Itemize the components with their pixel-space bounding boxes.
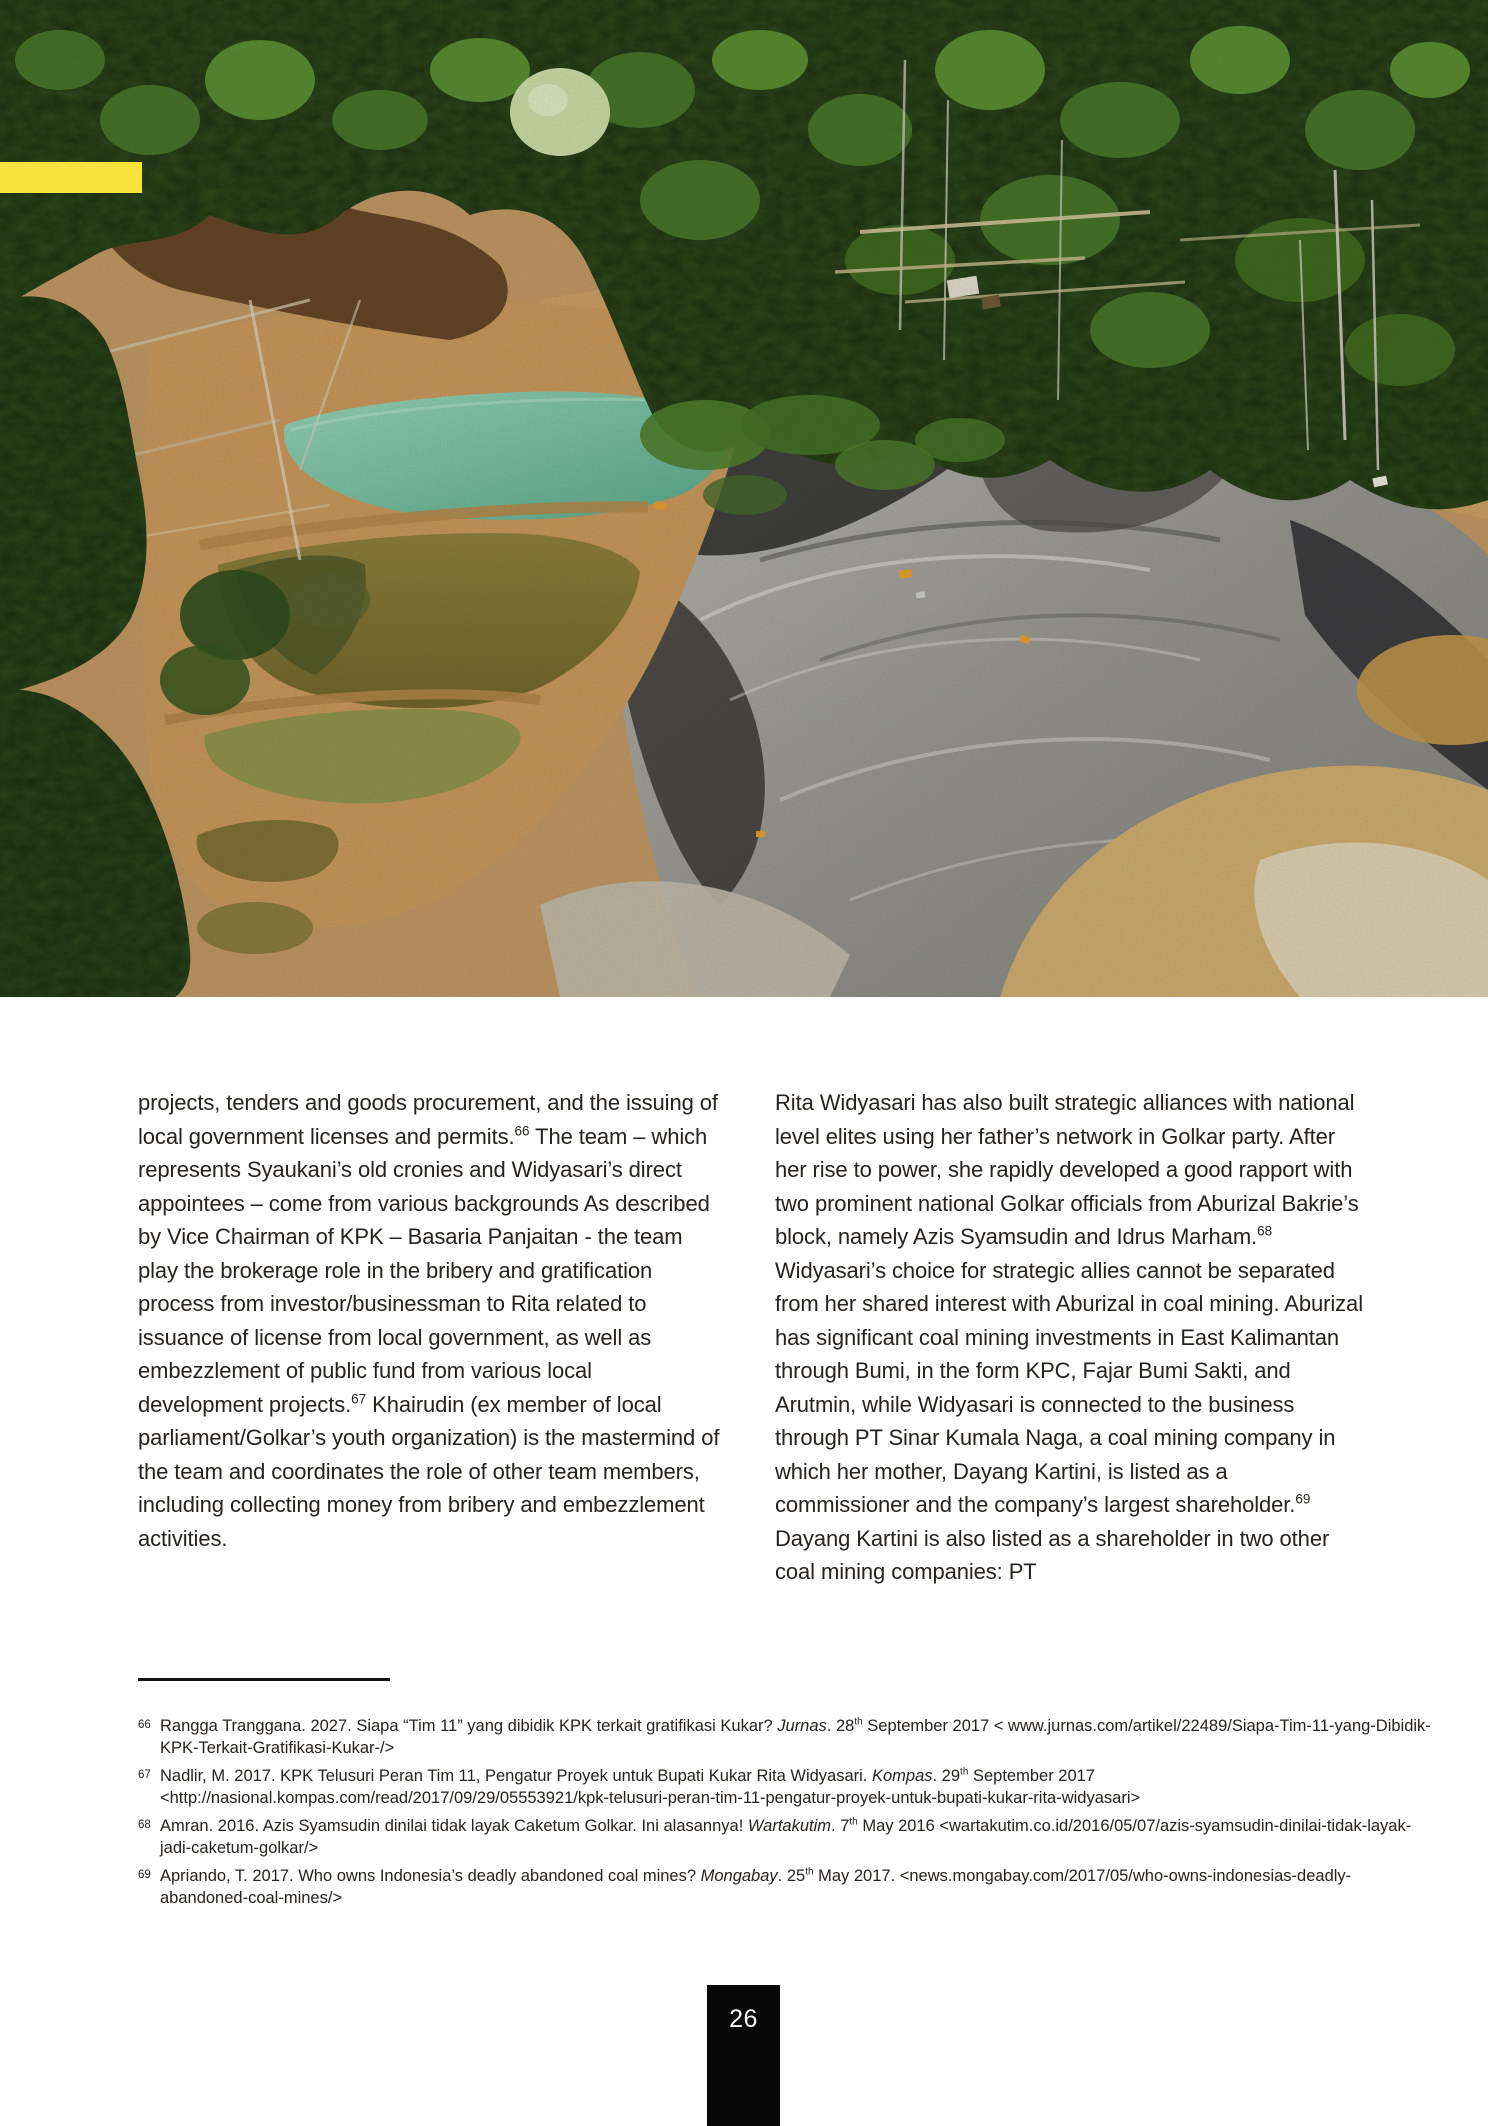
body-text: The team – which represents Syaukani’s old cronies and Widyasari’s direct appointees – come from various backgrounds As described by Vice Chairman of KPK – Basaria Panjaitan - the team play the brokerage role in the bribery and gratification process from investor/businessman to Rita related to issuance of license from local government, as well as embezzlement of public fund from various local development projects.	[138, 1123, 710, 1417]
footnote-text: Rangga Tranggana. 2027. Siapa “Tim 11” yang dibidik KPK terkait gratifikasi Kukar?	[160, 1717, 778, 1735]
footnote-marker: 69	[138, 1869, 151, 1881]
footnote-text: Apriando, T. 2017. Who owns Indonesia’s deadly abandoned coal mines?	[160, 1867, 701, 1885]
yellow-accent-bar	[0, 162, 142, 193]
body-text: Khairudin (ex member of local parliament/Golkar’s youth organization) is the mastermind of the team and coordinates the role of other team members, including collecting money from bribery and embezzlement activities.	[138, 1391, 720, 1551]
footnote-url: May 2017. <news.mongabay.com/2017/05/who-owns-indonesias-deadly-abandoned-coal-mines/>	[160, 1867, 1352, 1907]
footnote-ref-67: 67	[351, 1391, 367, 1407]
footnote-67	[138, 1766, 1434, 1809]
footnote-ref-69: 69	[1295, 1491, 1311, 1507]
ordinal-suffix: th	[854, 1716, 863, 1728]
footnote-source: Wartakutim	[747, 1817, 832, 1835]
footnote-text: Nadlir, M. 2017. KPK Telusuri Peran Tim 11, Pengatur Proyek untuk Bupati Kukar Rita Widyasari.	[160, 1767, 872, 1785]
footnote-source: Kompas	[871, 1767, 933, 1785]
footnote-text: . 29	[932, 1767, 961, 1785]
footnote-marker: 67	[138, 1769, 151, 1781]
page-number-box	[707, 1985, 780, 2126]
body-left-column	[138, 1086, 720, 1555]
footnote-69	[138, 1866, 1434, 1909]
footnote-url: September 2017 < www.jurnas.com/artikel/22489/Siapa-Tim-11-yang-Dibidik-KPK-Terkait-Gratifikasi-Kukar-/>	[160, 1717, 1431, 1757]
body-text: Widyasari’s choice for strategic allies cannot be separated from her shared interest with Aburizal in coal mining. Aburizal has significant coal mining investments in East Kalimantan through Bumi, in the form KPC, Fajar Bumi Sakti, and Arutmin, while Widyasari is connected to the business through PT Sinar Kumala Naga, a coal mining company in which her mother, Dayang Kartini, is listed as a commissioner and the company’s largest shareholder.	[775, 1257, 1363, 1517]
body-text: Dayang Kartini is also listed as a shareholder in two other coal mining companies: PT	[775, 1525, 1330, 1584]
ordinal-suffix: th	[805, 1866, 814, 1878]
footnote-text: . 7	[831, 1817, 850, 1835]
footnote-marker: 66	[138, 1719, 151, 1731]
footnote-source: Mongabay	[700, 1867, 778, 1885]
ordinal-suffix: th	[960, 1766, 969, 1778]
footnote-68	[138, 1816, 1434, 1859]
page-number: 26	[729, 2005, 758, 2033]
footnote-marker: 68	[138, 1819, 151, 1831]
footnote-separator-rule	[138, 1678, 390, 1681]
footnote-url: September 2017 <http://nasional.kompas.com/read/2017/09/29/05553921/kpk-telusuri-peran-tim-11-pengatur-proyek-untuk-bupati-kukar-rita-widyasari>	[160, 1767, 1141, 1807]
footnote-ref-66: 66	[514, 1123, 530, 1139]
footnote-text: . 28	[826, 1717, 855, 1735]
footnote-text: . 25	[777, 1867, 806, 1885]
body-text: Rita Widyasari has also built strategic alliances with national level elites using her father’s network in Golkar party. After her rise to power, she rapidly developed a good rapport with two prominent national Golkar officials from Aburizal Bakrie’s block, namely Azis Syamsudin and Idrus Marham.	[775, 1090, 1359, 1249]
body-right-column	[775, 1086, 1363, 1589]
photo-grain	[0, 0, 1488, 997]
footnote-66	[138, 1716, 1434, 1759]
footnote-source: Jurnas	[777, 1717, 827, 1735]
footnote-text: Amran. 2016. Azis Syamsudin dinilai tidak layak Caketum Golkar. Ini alasannya!	[160, 1817, 748, 1835]
footnote-url: May 2016 <wartakutim.co.id/2016/05/07/azis-syamsudin-dinilai-tidak-layak-jadi-caketum-golkar/>	[160, 1817, 1412, 1857]
ordinal-suffix: th	[849, 1816, 858, 1828]
aerial-mine-photo	[0, 0, 1488, 997]
footnote-ref-68: 68	[1257, 1223, 1273, 1239]
footnotes-section	[138, 1716, 1434, 1916]
body-text: projects, tenders and goods procurement, and the issuing of local government licenses and permits.	[138, 1090, 718, 1149]
